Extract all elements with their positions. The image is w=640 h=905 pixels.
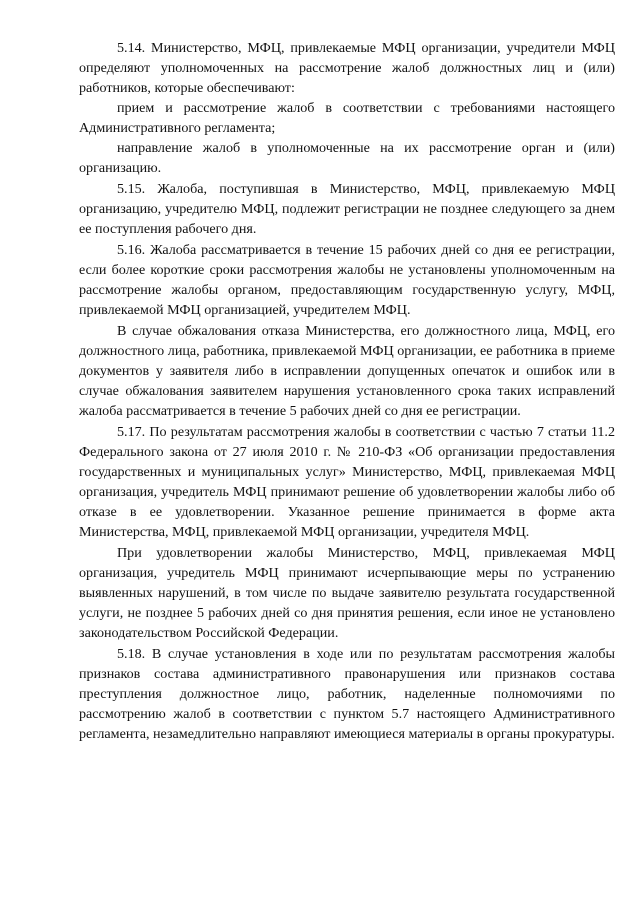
paragraph-5-14-item-1: прием и рассмотрение жалоб в соответствии с требованиями настоящего Административного регламента; xyxy=(79,100,615,136)
paragraph-5-18: 5.18. В случае установления в ходе или по результатам рассмотрения жалобы признаков состава административного правонарушения или признаков состава преступления должностное лицо, работник, наделенные полномочиями по рассмотрению жалоб в соответствии с пунктом 5.7 настоящего Административного регламента, незамедлительно направляют имеющиеся материалы в органы прокуратуры. xyxy=(79,646,615,742)
paragraph-5-14-item-2: направление жалоб в уполномоченные на их рассмотрение орган и (или) организацию. xyxy=(79,140,615,176)
paragraph-5-16-appeal: В случае обжалования отказа Министерства, его должностного лица, МФЦ, его должностного лица, работника, привлекаемой МФЦ организации, ее работника в приеме документов у заявителя либо в исправлении допущенных опечаток и ошибок или в случае обжалования заявителем нарушения установленного срока таких исправлений жалоба рассматривается в течение 5 рабочих дней со дня ее регистрации. xyxy=(79,323,615,419)
paragraph-5-17-satisfaction: При удовлетворении жалобы Министерство, МФЦ, привлекаемая МФЦ организация, учредитель МФЦ принимают исчерпывающие меры по устранению выявленных нарушений, в том числе по выдаче заявителю результата государственной услуги, не позднее 5 рабочих дней со дня принятия решения, если иное не установлено законодательством Российской Федерации. xyxy=(79,545,615,641)
paragraph-5-17: 5.17. По результатам рассмотрения жалобы в соответствии с частью 7 статьи 11.2 Федерального закона от 27 июля 2010 г. № 210-ФЗ «Об организации предоставления государственных и муниципальных услуг» Министерство, МФЦ, привлекаемая МФЦ организация, учредитель МФЦ принимают решение об удовлетворении жалобы либо об отказе в ее удовлетворении. Указанное решение принимается в форме акта Министерства, МФЦ, привлекаемой МФЦ организации, учредителя МФЦ. xyxy=(79,424,615,540)
paragraph-5-16: 5.16. Жалоба рассматривается в течение 15 рабочих дней со дня ее регистрации, если более короткие сроки рассмотрения жалобы не установлены уполномоченным на рассмотрение жалобы органом, предоставляющим государственную услугу, МФЦ, привлекаемой МФЦ организацией, учредителем МФЦ. xyxy=(79,242,615,318)
paragraph-5-14: 5.14. Министерство, МФЦ, привлекаемые МФЦ организации, учредители МФЦ определяют уполномоченных на рассмотрение жалоб должностных лиц и (или) работников, которые обеспечивают: xyxy=(79,40,615,96)
paragraph-5-15: 5.15. Жалоба, поступившая в Министерство, МФЦ, привлекаемую МФЦ организацию, учредителю МФЦ, подлежит регистрации не позднее следующего за днем ее поступления рабочего дня. xyxy=(79,181,615,237)
